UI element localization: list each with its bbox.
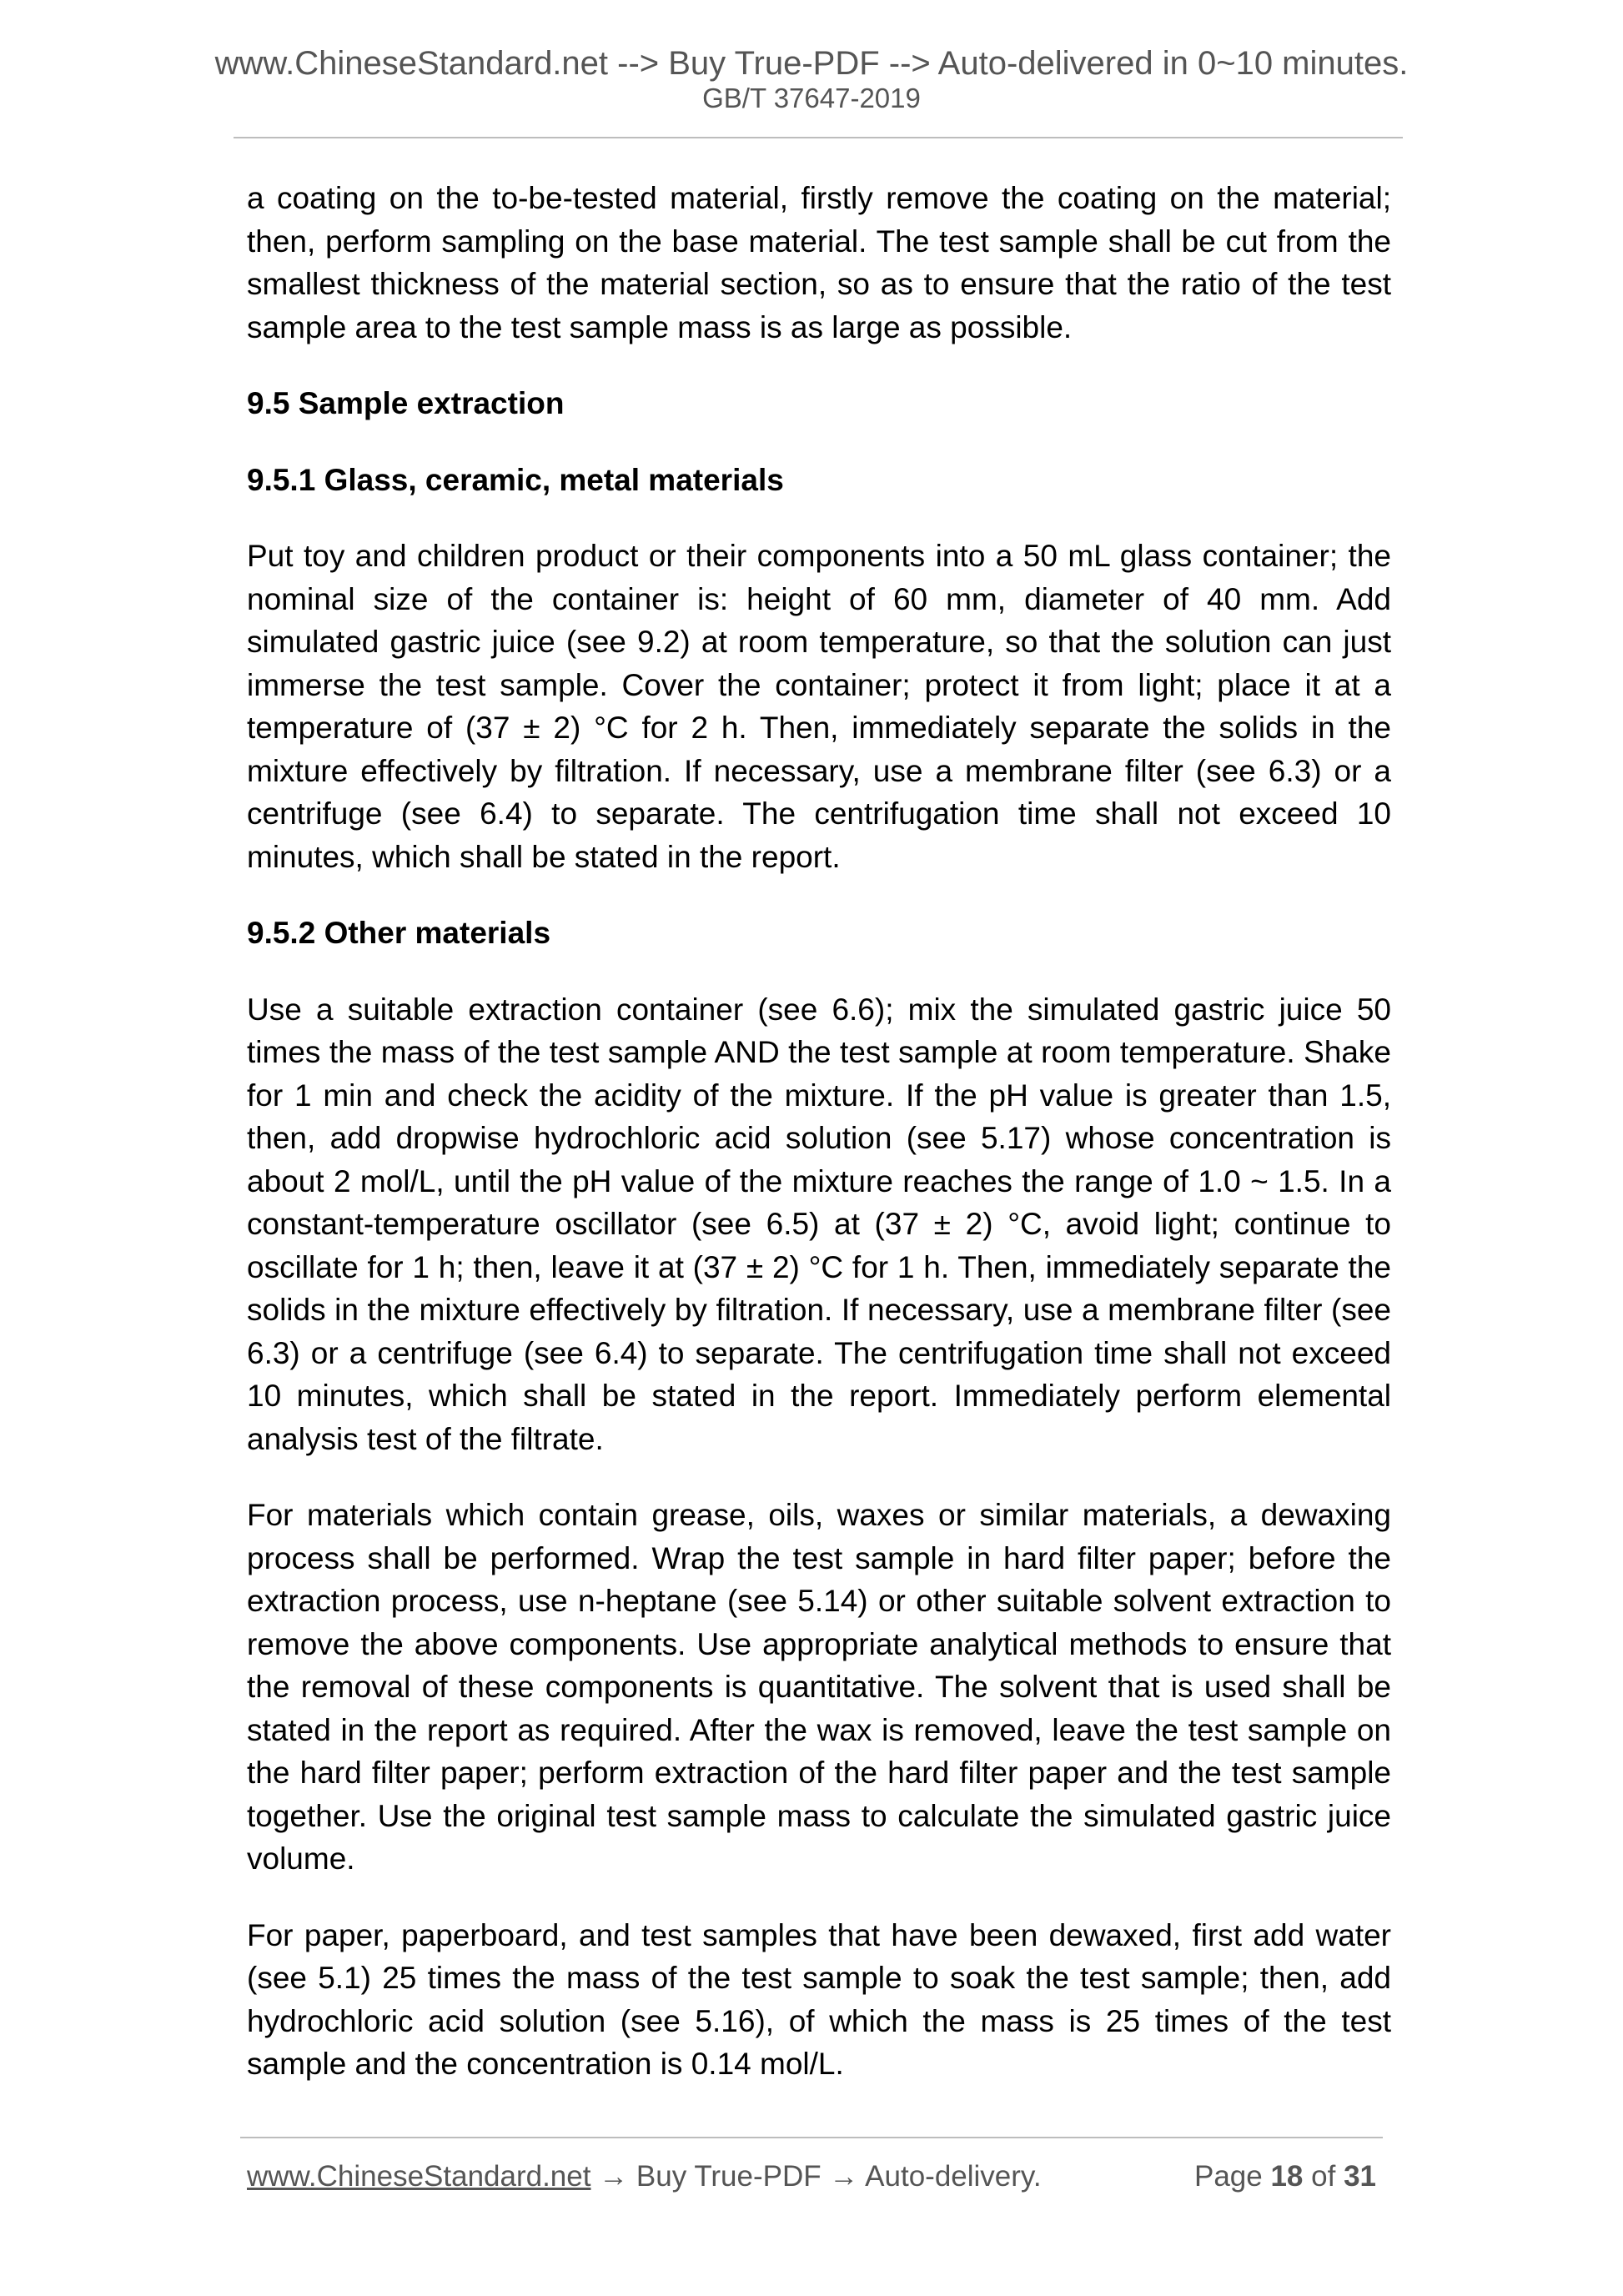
footer-site-link[interactable]: www.ChineseStandard.net xyxy=(247,2160,591,2193)
heading-9-5: 9.5 Sample extraction xyxy=(247,386,565,420)
page-label: Page xyxy=(1193,2160,1263,2193)
footer-promo-text: → Buy True-PDF → Auto-delivery. xyxy=(590,2160,1042,2193)
page-content xyxy=(247,177,1391,2086)
of-label: of xyxy=(1311,2160,1336,2193)
paragraph-9-5-2-c: For paper, paperboard, and test samples that have been dewaxed, first add water (see 5.1) 25 times the mass of the test sample to soak the test sample; then, add hydrochloric acid solution (see 5.16), of which the mass is 25 times of the test sample and the concentration is 0.14 mol/L. xyxy=(247,1917,1391,2081)
paragraph-9-5-2-a: Use a suitable extraction container (see 6.6); mix the simulated gastric juice 50 times the mass of the test sample AND the test sample at room temperature. Shake for 1 min and check the acidity of the mixture. If the pH value is greater than 1.5, then, add dropwise hydrochloric acid solution (see 5.17) whose concentration is about 2 mol/L, until the pH value of the mixture reaches the range of 1.0 ~ 1.5. In a constant-temperature oscillator (see 6.5) at (37 ± 2) °C, avoid light; continue to oscillate for 1 h; then, leave it at (37 ± 2) °C for 1 h. Then, immediately separate the solids in the mixture effectively by filtration. If necessary, use a membrane filter (see 6.3) or a centrifuge (see 6.4) to separate. The centrifugation time shall not exceed 10 minutes, which shall be stated in the report. Immediately perform elemental analysis test of the filtrate. xyxy=(247,992,1391,1456)
page-counter xyxy=(1194,2158,1376,2195)
paragraph-9-5-2-b: For materials which contain grease, oils, waxes or similar materials, a dewaxing process shall be performed. Wrap the test sample in hard filter paper; before the extraction process, use n-heptane (see 5.14) or other suitable solvent extraction to remove the above components. Use appropriate analytical methods to ensure that the removal of these components is quantitative. The solvent that is used shall be stated in the report as required. After the wax is removed, leave the test sample on the hard filter paper; perform extraction of the hard filter paper and the test sample together. Use the original test sample mass to calculate the simulated gastric juice volume. xyxy=(247,1498,1391,1876)
footer-divider xyxy=(240,2137,1383,2138)
heading-9-5-2: 9.5.2 Other materials xyxy=(247,916,551,950)
top-banner: www.ChineseStandard.net --> Buy True-PDF --> Auto-delivered in 0~10 minutes. xyxy=(214,45,1409,82)
footer-promo xyxy=(247,2158,1042,2195)
paragraph-intro: a coating on the to-be-tested material, firstly remove the coating on the material; then, perform sampling on the base material. The test sample shall be cut from the smallest thickness of the material section, so as to ensure that the ratio of the test sample area to the test sample mass is as large as possible. xyxy=(247,181,1391,344)
heading-9-5-1: 9.5.1 Glass, ceramic, metal materials xyxy=(247,462,784,497)
paragraph-9-5-1: Put toy and children product or their components into a 50 mL glass container; the nominal size of the container is: height of 60 mm, diameter of 40 mm. Add simulated gastric juice (see 9.2) at room temperature, so that the solution can just immerse the test sample. Cover the container; protect it from light; place it at a temperature of (37 ± 2) °C for 2 h. Then, immediately separate the solids in the mixture effectively by filtration. If necessary, use a membrane filter (see 6.3) or a centrifuge (see 6.4) to separate. The centrifugation time shall not exceed 10 minutes, which shall be stated in the report. xyxy=(247,539,1391,874)
page-total: 31 xyxy=(1344,2160,1376,2193)
standard-code: GB/T 37647-2019 xyxy=(702,83,921,113)
page-number: 18 xyxy=(1270,2160,1304,2193)
header-divider xyxy=(234,137,1403,138)
